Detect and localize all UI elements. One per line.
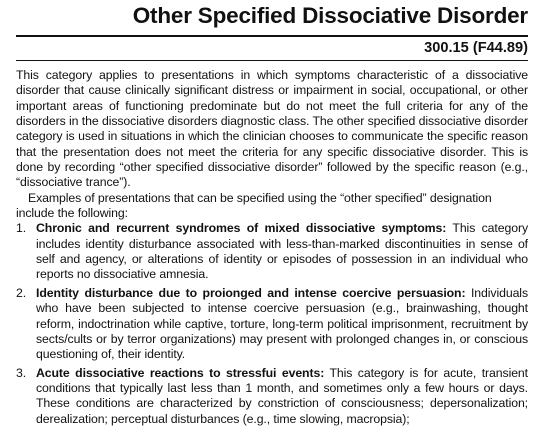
item-lead: Acute dissociative reactions to stressfui events: — [36, 365, 325, 380]
body-text — [16, 68, 528, 427]
item-number: 3. — [16, 365, 27, 380]
diagnostic-code: 300.15 (F44.89) — [424, 40, 528, 56]
list-item — [16, 286, 528, 363]
item-number: 1. — [16, 221, 27, 236]
intro-paragraph: This category applies to presentations in which symptoms characteristic of a dissociative disorder that cause clinically significant distress or impairment in social, occupational, or other important areas of functioning predominate but do not meet the full criteria for any of the disorders in the dissociative disorders diagnostic class. The other specified dissociative disorder category is used in situations in which the clinician chooses to communicate the specific reason that the presentation does not meet the criteria for any specific dissociative disorder. This is done by recording “other specified dissociative disorder” followed by the specific reason (e.g., “dissociative trance”). — [16, 68, 528, 190]
item-lead: Chronic and recurrent syndromes of mixed dissociative symptoms: — [36, 221, 447, 236]
examples-list — [16, 221, 528, 426]
page-title: Other Specified Dissociative Disorder — [132, 3, 528, 28]
item-text: This category is for acute, transient conditions that typically last less than 1 month, and sometimes only a few hours or days. These conditions are characterized by constriction of consciousness; depersonalization; derealization; perceptual disturbances (e.g., time slowing, macropsia); — [36, 365, 528, 426]
examples-paragraph: Examples of presentations that can be specified using the “other specified” designation include the following: — [16, 190, 492, 221]
code-rule — [16, 60, 528, 61]
list-item — [16, 366, 528, 427]
item-lead: Identity disturbance due to proionged and intense coercive persuasion: — [36, 285, 466, 300]
item-number: 2. — [16, 285, 27, 300]
title-rule — [16, 35, 528, 37]
list-item — [16, 221, 528, 282]
item-text: This category includes identity disturbance associated with less-than-marked discontinuities in sense of self and agency, or alterations of identity or episodes of possession in an individual who reports no dissociative amnesia. — [36, 221, 528, 282]
item-text: Individuals who have been subjected to intense coercive persuasion (e.g., brainwashing, thought reform, indoctrination while captive, torture, long-term political imprisonment, recruitment by sects/cults or by terror organizations) may present with prolonged changes in, or conscious questioning of, their identity. — [36, 285, 528, 362]
